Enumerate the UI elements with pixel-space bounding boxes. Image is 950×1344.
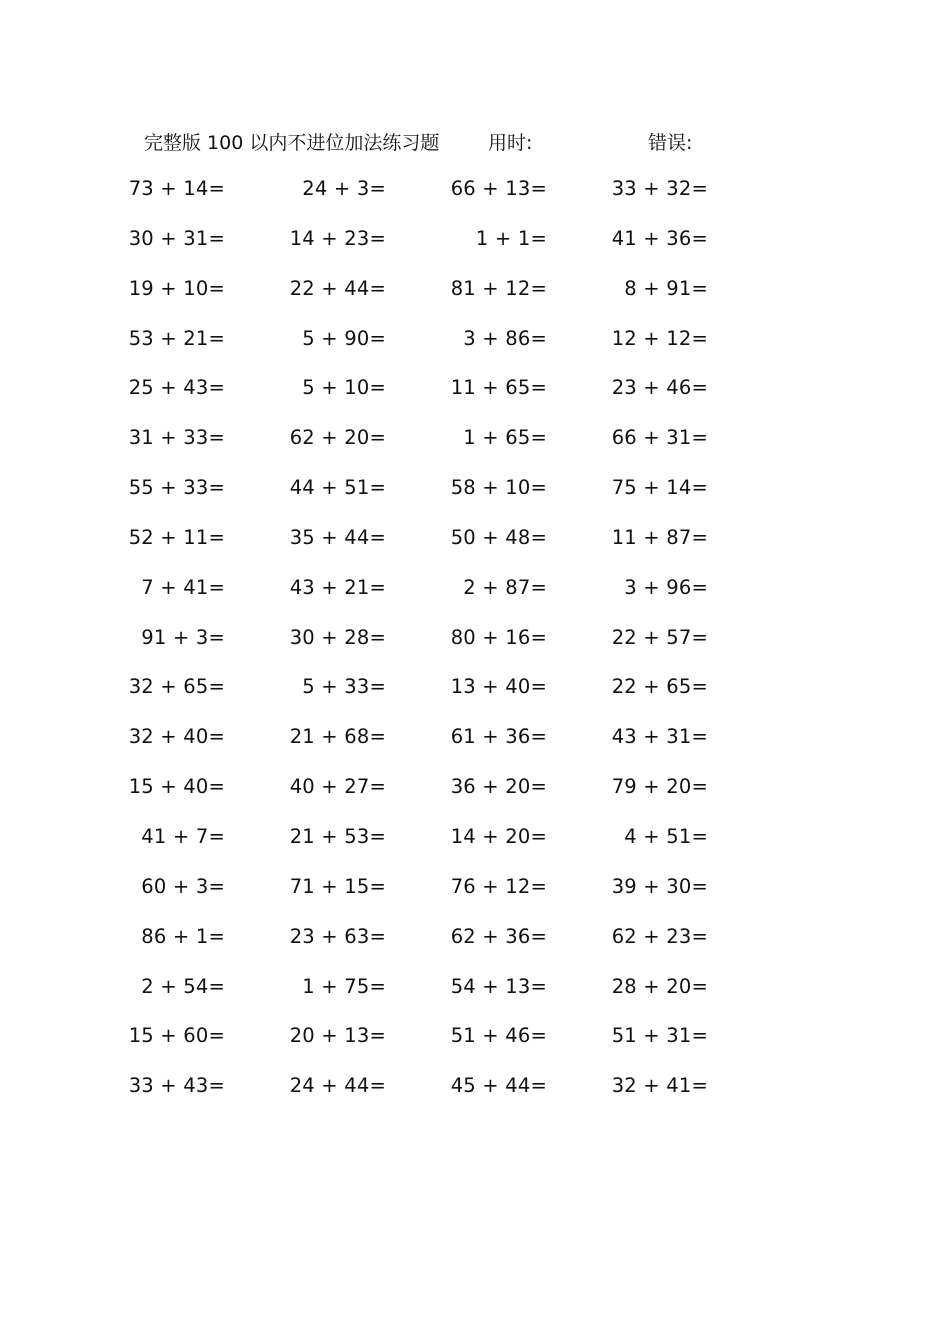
problem-row bbox=[0, 925, 950, 975]
addition-problem: 52 + 11= bbox=[128, 525, 225, 549]
addition-problem: 32 + 41= bbox=[611, 1074, 708, 1098]
problem-row bbox=[0, 227, 950, 277]
addition-problem: 91 + 3= bbox=[141, 625, 225, 649]
addition-problem: 62 + 20= bbox=[289, 426, 386, 450]
addition-problem: 28 + 20= bbox=[611, 974, 708, 998]
addition-problem: 5 + 90= bbox=[302, 326, 386, 350]
addition-problem: 62 + 23= bbox=[611, 924, 708, 948]
problem-grid bbox=[0, 177, 950, 1124]
addition-problem: 21 + 53= bbox=[289, 824, 386, 848]
addition-problem: 33 + 32= bbox=[611, 177, 708, 200]
addition-problem: 55 + 33= bbox=[128, 476, 225, 500]
addition-problem: 1 + 75= bbox=[302, 974, 386, 998]
addition-problem: 43 + 21= bbox=[289, 575, 386, 599]
problem-row bbox=[0, 476, 950, 526]
addition-problem: 71 + 15= bbox=[289, 874, 386, 898]
addition-problem: 86 + 1= bbox=[141, 924, 225, 948]
addition-problem: 44 + 51= bbox=[289, 476, 386, 500]
addition-problem: 5 + 33= bbox=[302, 675, 386, 699]
problem-row bbox=[0, 975, 950, 1025]
problem-row bbox=[0, 875, 950, 925]
addition-problem: 4 + 51= bbox=[624, 824, 708, 848]
problem-row bbox=[0, 675, 950, 725]
problem-row bbox=[0, 376, 950, 426]
addition-problem: 8 + 91= bbox=[624, 276, 708, 300]
addition-problem: 14 + 20= bbox=[450, 824, 547, 848]
addition-problem: 81 + 12= bbox=[450, 276, 547, 300]
addition-problem: 54 + 13= bbox=[450, 974, 547, 998]
addition-problem: 73 + 14= bbox=[128, 177, 225, 200]
worksheet-header bbox=[0, 128, 950, 158]
addition-problem: 66 + 31= bbox=[611, 426, 708, 450]
addition-problem: 24 + 3= bbox=[302, 177, 386, 200]
addition-problem: 15 + 60= bbox=[128, 1024, 225, 1048]
addition-problem: 15 + 40= bbox=[128, 775, 225, 799]
addition-problem: 2 + 87= bbox=[463, 575, 547, 599]
addition-problem: 40 + 27= bbox=[289, 775, 386, 799]
addition-problem: 7 + 41= bbox=[141, 575, 225, 599]
addition-problem: 60 + 3= bbox=[141, 874, 225, 898]
addition-problem: 1 + 65= bbox=[463, 426, 547, 450]
addition-problem: 12 + 12= bbox=[611, 326, 708, 350]
addition-problem: 22 + 44= bbox=[289, 276, 386, 300]
addition-problem: 14 + 23= bbox=[289, 226, 386, 250]
problem-row bbox=[0, 327, 950, 377]
addition-problem: 3 + 96= bbox=[624, 575, 708, 599]
addition-problem: 1 + 1= bbox=[475, 226, 547, 250]
addition-problem: 25 + 43= bbox=[128, 376, 225, 400]
addition-problem: 23 + 63= bbox=[289, 924, 386, 948]
addition-problem: 41 + 36= bbox=[611, 226, 708, 250]
addition-problem: 32 + 65= bbox=[128, 675, 225, 699]
addition-problem: 61 + 36= bbox=[450, 725, 547, 749]
addition-problem: 66 + 13= bbox=[450, 177, 547, 200]
problem-row bbox=[0, 1074, 950, 1124]
problem-row bbox=[0, 1024, 950, 1074]
addition-problem: 51 + 31= bbox=[611, 1024, 708, 1048]
addition-problem: 79 + 20= bbox=[611, 775, 708, 799]
addition-problem: 32 + 40= bbox=[128, 725, 225, 749]
addition-problem: 43 + 31= bbox=[611, 725, 708, 749]
problem-row bbox=[0, 825, 950, 875]
problem-row bbox=[0, 277, 950, 327]
addition-problem: 5 + 10= bbox=[302, 376, 386, 400]
time-used-label: 用时: bbox=[488, 132, 533, 154]
addition-problem: 33 + 43= bbox=[128, 1074, 225, 1098]
addition-problem: 13 + 40= bbox=[450, 675, 547, 699]
addition-problem: 21 + 68= bbox=[289, 725, 386, 749]
addition-problem: 22 + 65= bbox=[611, 675, 708, 699]
addition-problem: 24 + 44= bbox=[289, 1074, 386, 1098]
problem-row bbox=[0, 775, 950, 825]
addition-problem: 39 + 30= bbox=[611, 874, 708, 898]
problem-row bbox=[0, 526, 950, 576]
addition-problem: 76 + 12= bbox=[450, 874, 547, 898]
addition-problem: 41 + 7= bbox=[141, 824, 225, 848]
addition-problem: 36 + 20= bbox=[450, 775, 547, 799]
addition-problem: 53 + 21= bbox=[128, 326, 225, 350]
addition-problem: 58 + 10= bbox=[450, 476, 547, 500]
addition-problem: 75 + 14= bbox=[611, 476, 708, 500]
addition-problem: 80 + 16= bbox=[450, 625, 547, 649]
errors-label: 错误: bbox=[648, 132, 693, 154]
problem-row bbox=[0, 177, 950, 227]
addition-problem: 45 + 44= bbox=[450, 1074, 547, 1098]
addition-problem: 23 + 46= bbox=[611, 376, 708, 400]
worksheet-title: 完整版 100 以内不进位加法练习题 bbox=[144, 132, 440, 154]
addition-problem: 19 + 10= bbox=[128, 276, 225, 300]
addition-problem: 20 + 13= bbox=[289, 1024, 386, 1048]
addition-problem: 11 + 87= bbox=[611, 525, 708, 549]
addition-problem: 62 + 36= bbox=[450, 924, 547, 948]
addition-problem: 11 + 65= bbox=[450, 376, 547, 400]
problem-row bbox=[0, 576, 950, 626]
addition-problem: 50 + 48= bbox=[450, 525, 547, 549]
addition-problem: 30 + 28= bbox=[289, 625, 386, 649]
addition-problem: 31 + 33= bbox=[128, 426, 225, 450]
addition-problem: 3 + 86= bbox=[463, 326, 547, 350]
problem-row bbox=[0, 725, 950, 775]
problem-row bbox=[0, 426, 950, 476]
addition-problem: 30 + 31= bbox=[128, 226, 225, 250]
addition-problem: 51 + 46= bbox=[450, 1024, 547, 1048]
addition-problem: 2 + 54= bbox=[141, 974, 225, 998]
problem-row bbox=[0, 626, 950, 676]
addition-problem: 22 + 57= bbox=[611, 625, 708, 649]
addition-problem: 35 + 44= bbox=[289, 525, 386, 549]
